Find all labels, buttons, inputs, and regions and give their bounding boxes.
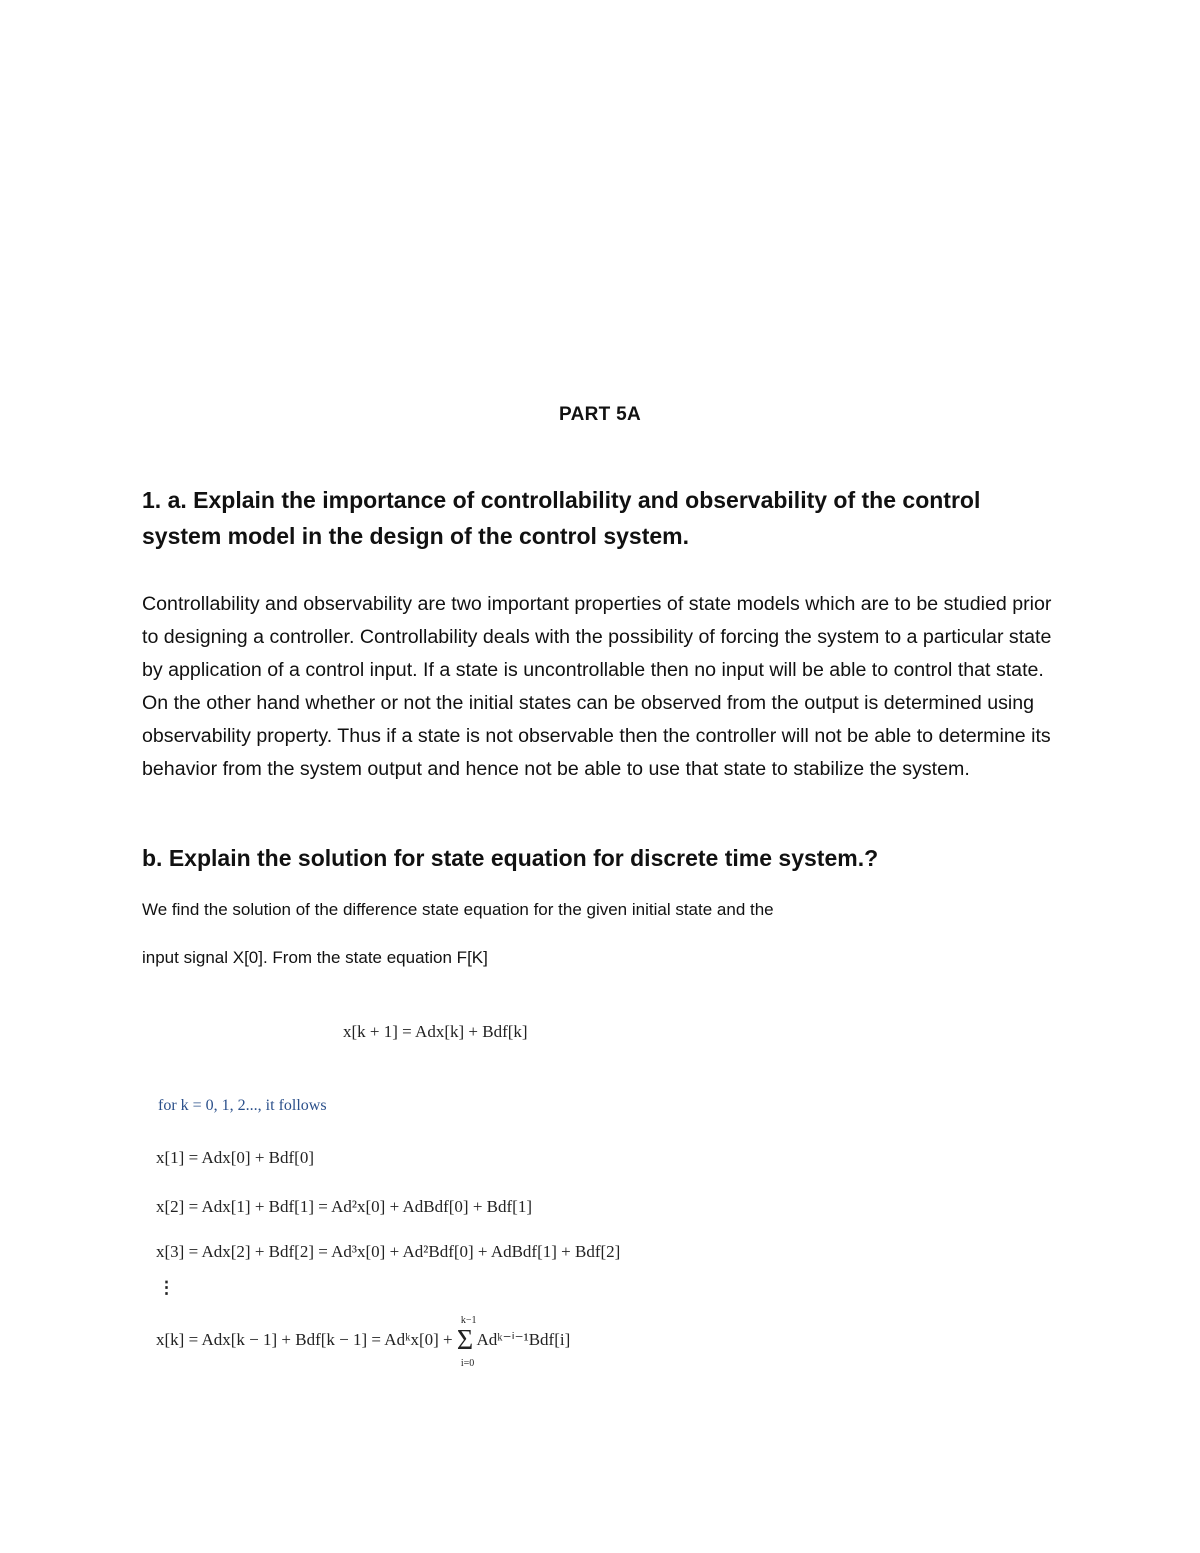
summation [456,1315,477,1369]
question-2-heading: b. Explain the solution for state equation for discrete time system.? [142,845,879,871]
for-k-statement: for k = 0, 1, 2..., it follows [158,1097,327,1114]
vertical-ellipsis: ⋮ [158,1278,175,1297]
answer-1-paragraph: Controllability and observability are two important properties of state models which are to be studied prior to designing a controller. Controllability deals with the possibility of forcing the system to a particular state by application of a control input. If a state is uncontrollable then no input will be able to control that state. On the other hand whether or not the initial states can be observed from the output is determined using observability property. Thus if a state is not observable then the controller will not be able to determine its behavior from the system output and hence not be able to use that state to stabilize the system. [142,593,1052,780]
answer-2-line-1: We find the solution of the difference state equation for the given initial state and the [142,900,774,919]
summation-sign: Σ [456,1325,474,1356]
equation-xk-left: x[k] = Adx[k − 1] + Bdf[k − 1] = Adᵏx[0] + [156,1329,453,1349]
equation-xk [156,1315,571,1369]
summation-lower-limit: i=0 [460,1358,475,1369]
state-equation: x[k + 1] = Adx[k] + Bdf[k] [343,1022,528,1041]
page-title: PART 5A [559,404,641,425]
equation-xk-right: Adᵏ⁻ⁱ⁻¹Bdf[i] [476,1329,571,1349]
summation-upper-limit: k−1 [460,1315,477,1326]
question-1-heading: 1. a. Explain the importance of controllability and observability of the control system model in the design of the control system. [142,487,981,549]
equation-x1: x[1] = Adx[0] + Bdf[0] [156,1148,314,1167]
equation-x2: x[2] = Adx[1] + Bdf[1] = Ad²x[0] + AdBdf[0] + Bdf[1] [156,1197,532,1216]
equation-x3: x[3] = Adx[2] + Bdf[2] = Ad³x[0] + Ad²Bdf[0] + AdBdf[1] + Bdf[2] [156,1242,621,1261]
answer-2-line-2: input signal X[0]. From the state equation F[K] [142,948,488,967]
